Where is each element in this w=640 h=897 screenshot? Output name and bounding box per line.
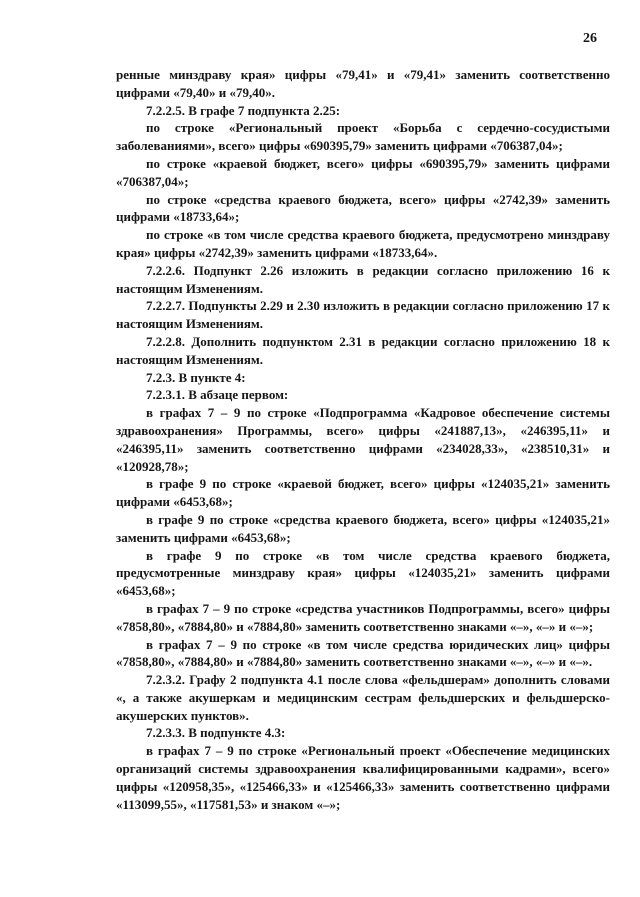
paragraph: 7.2.3.1. В абзаце первом: — [146, 387, 289, 403]
paragraph: 7.2.3.3. В подпункте 4.3: — [146, 725, 286, 741]
paragraph: в графах 7 – 9 по строке «Подпрограмма «Кадровое обеспечение системы здравоохранения» Программы, всего» цифры «241887,13», «246395,11» и «246395,11» заменить соответственно цифрами «234028,33», «238510,31» и «120928,78»; — [116, 405, 610, 474]
paragraph: в графах 7 – 9 по строке «в том числе средства юридических лиц» цифры «7858,80», «7884,80» и «7884,80» заменить соответственно знаками «–», «–» и «–». — [116, 636, 610, 670]
paragraph: 7.2.2.5. В графе 7 подпункта 2.25: — [146, 102, 341, 118]
paragraph: в графе 9 по строке «средства краевого бюджета, всего» цифры «124035,21» заменить цифрами «6453,68»; — [116, 511, 610, 545]
paragraph: ренные минздраву края» цифры «79,41» и «79,41» заменить соответственно цифрами «79,40» и «79,40». — [116, 67, 610, 100]
paragraph: 7.2.2.6. Подпункт 2.26 изложить в редакции согласно приложению 16 к настоящим Изменениям. — [116, 262, 610, 296]
paragraph: 7.2.2.7. Подпункты 2.29 и 2.30 изложить в редакции согласно приложению 17 к настоящим Изменениям. — [116, 298, 610, 332]
paragraph: по строке «Региональный проект «Борьба с сердечно-сосудистыми заболеваниями», всего» цифры «690395,79» заменить цифрами «706387,04»; — [116, 120, 610, 154]
paragraph: 7.2.2.8. Дополнить подпунктом 2.31 в редакции согласно приложению 18 к настоящим Изменениям. — [116, 333, 610, 367]
paragraph: 7.2.3. В пункте 4: — [146, 369, 246, 385]
paragraph: в графе 9 по строке «в том числе средства краевого бюджета, предусмотренные минздраву края» цифры «124035,21» заменить цифрами «6453,68»; — [116, 547, 610, 599]
page-number: 26 — [583, 31, 597, 46]
paragraph: по строке «в том числе средства краевого бюджета, предусмотрено минздраву края» цифры «2742,39» заменить цифрами «18733,64». — [116, 227, 610, 260]
paragraph: 7.2.3.2. Графу 2 подпункта 4.1 после слова «фельдшерам» дополнить словами «, а также акушеркам и медицинским сестрам фельдшерских и фельдшерско-акушерских пунктов». — [116, 672, 610, 723]
paragraph: в графах 7 – 9 по строке «Региональный проект «Обеспечение медицинских организаций системы здравоохранения квалифицированными кадрами», всего» цифры «120958,35», «125466,33» и «125466,33» заменить соответственно цифрами «113099,55», «117581,53» и знаком «–»; — [116, 743, 610, 812]
document-body — [116, 66, 610, 813]
paragraph: в графе 9 по строке «краевой бюджет, всего» цифры «124035,21» заменить цифрами «6453,68»; — [116, 476, 610, 510]
paragraph: в графах 7 – 9 по строке «средства участников Подпрограммы, всего» цифры «7858,80», «7884,80» и «7884,80» заменить соответственно знаками «–», «–» и «–»; — [116, 600, 610, 634]
paragraph: по строке «краевой бюджет, всего» цифры «690395,79» заменить цифрами «706387,04»; — [116, 155, 610, 189]
paragraph: по строке «средства краевого бюджета, всего» цифры «2742,39» заменить цифрами «18733,64»; — [116, 191, 610, 225]
